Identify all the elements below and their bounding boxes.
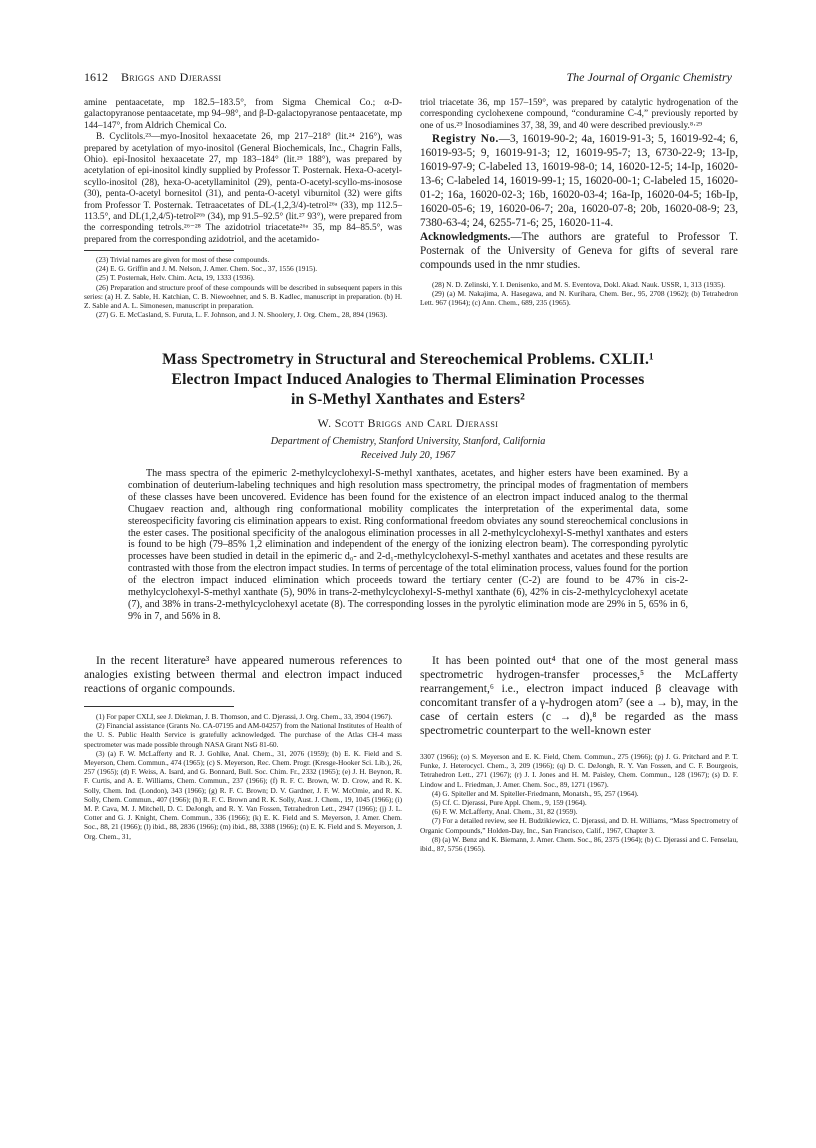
- top-right-column: [420, 98, 738, 308]
- footnote: (2) Financial assistance (Grants No. CA-07195 and AM-04257) from the National Institutes of Health of the U. S. Public Health Service is gratefully acknowledged. The purchase of the Atlas CH-4 mass spectrometer was made possible through NASA Grant NsG 81-60.: [84, 721, 402, 749]
- footnote: (3) (a) F. W. McLafferty and R. J. Gohlke, Anal. Chem., 31, 2076 (1959); (b) E. K. Field and S. Meyerson, Chem. Commun., 474 (1965); (c) S. Meyerson, Rec. Chem. Progr. (Kresge-Hooker Sci. Lib.), 26, 257 (1965); (d) F. Weiss, A. Isard, and G. Bonnard, Bull. Soc. Chim. Fr., 2332 (1965); (e) J. H. Beynon, R. F. Curtis, and A. E. Williams, Chem. Commun., 237 (1966); (f) R. F. C. Brown, W. D. Crow, and R. K. Solly, Chem. Ind. (London), 343 (1966); (g) R. F. C. Brown; D. V. Gardner, J. F. W. McOmie, and R. K. Solly, Chem. Commun., 407 (1966); (h) R. F. C. Brown and R. K. Solly, Aust. J. Chem., 19, 1045 (1966); (i) M. P. Cava, M. J. Mitchell, D. C. DeJongh, and R. Y. Van Fossen, Tetrahedron Lett., 2947 (1966); (j) J. L. Cotter and G. J. Knight, Chem. Commun., 336 (1966); (k) E. K. Field and S. Meyerson, J. Amer. Chem. Soc., 88, 21 (1966); (l) ibid., 88, 2836 (1966); (m) ibid., 88, 3388 (1966); (n) E. K. Field and S. Meyerson, J. Org. Chem., 31,: [84, 748, 402, 841]
- article-authors: W. Scott Briggs and Carl Djerassi: [317, 416, 499, 430]
- footnote: (6) F. W. McLafferty, Anal. Chem., 31, 82 (1959).: [432, 807, 578, 817]
- experimental-paragraph-continued: triol triacetate 36, mp 157–159°, was prepared by catalytic hydrogenation of the corresponding cyclohexene compound, “conduramine C-4,” previously reported by one of us.²⁹ Inosodiamines 37, 38, 39, and 40 were described previously.⁸·²⁹: [420, 98, 738, 131]
- footnote: (26) Preparation and structure proof of these compounds will be described in subsequent papers in this series: (a) H. Z. Sable, H. Katchian, C. B. Niewoehner, and S. B. Kadlec, manuscript in preparation. (b) H. Z. Sable and A. L. Simonesen, manuscript in preparation.: [84, 282, 402, 310]
- footnote: (29) (a) M. Nakajima, A. Hasegawa, and N. Kurihara, Chem. Ber., 95, 2708 (1962); (b) Tetrahedron Lett. 967 (1964); (c) Ann. Chem., 689, 235 (1965).: [420, 289, 738, 308]
- experimental-paragraph: amine pentaacetate, mp 182.5–183.5°, from Sigma Chemical Co.; α-D-galactopyranose pentaacetate, mp 94–98°, and β-D-galactopyranose pentaacetate, mp 144–147°, from Aldrich Chemical Co.: [84, 98, 402, 131]
- footnotes-top-left: [84, 255, 402, 319]
- registry-label: Registry No.: [432, 133, 499, 146]
- mclafferty-paragraph: It has been pointed out⁴ that one of the most general mass spectrometric hydrogen-transfer processes,⁵ the McLafferty rearrangement,⁶ i.e., electron impact induced β cleavage with concomitant transfer of a γ-hydrogen atom⁷ (see a → b), may, in the case of certain esters (c → d),⁸ be regarded as the mass spectrometric counterpart to the well-known ester: [420, 654, 738, 737]
- footnote: (28) N. D. Zelinski, Y. I. Denisenko, and M. S. Eventova, Dokl. Akad. Nauk. USSR, 1, 313 (1935).: [432, 280, 726, 290]
- bottom-right-column: [420, 654, 738, 853]
- registry-text: —3, 16019-90-2; 4a, 16019-91-3; 5, 16019-92-4; 6, 16019-93-5; 9, 16019-91-3; 12, 16019-95-7; 13, 6730-22-9; 13-Ip, 16019-97-9; C-labeled 13, 16019-98-0; 14, 16020-12-5; 14-Ip, 16020-13-6; C-labeled 14, 16019-99-1; 15, 16020-00-1; C-labeled 15, 16020-01-2; 16a, 16020-02-3; 16b, 16020-03-4; 16a-Ip, 16020-04-5; 16b-Ip, 16020-05-6; 19, 16020-06-7; 20a, 16020-07-8; 20b, 16020-08-9; 23, 7380-63-4; 24, 6255-71-6; 25, 16020-11-4.: [420, 133, 738, 230]
- footnote: (24) E. G. Griffin and J. M. Nelson, J. Amer. Chem. Soc., 37, 1556 (1915).: [96, 264, 318, 274]
- acknowledgments-label: Acknowledgments.: [420, 231, 511, 244]
- abstract-text: The mass spectra of the epimeric 2-methylcyclohexyl-S-methyl xanthates, acetates, and higher esters have been examined. By a combination of deuterium-labeling techniques and high resolution mass spectrometry, the principal modes of fragmentation of members of these classes have been uncovered. Evidence has been found for the existence of an electron impact induced analog to the thermal Chugaev reaction and, although ring conformational mobility complicates the interpretation of the experimental data, some stereospecificity favoring cis elimination appears to exist. Ring conformational freedom obviates any sound stereochemical conclusions in the ester cases. The positional specificity of the analogous elimination processes in all 2-methylcyclohexyl-S-methyl xanthates and esters is found to be high (79–85% 1,2 elimination and independent of the energy of the ionizing electron beam). The corresponding pyrolytic processes have been studied in detail in the epimeric d₀- and 2-d₁-methylcyclohexyl-S-methyl xanthates and acetates and these results are contrasted with those from the electron impact studies. In terms of percentage of the total elimination process, values found for the portion of the electron impact induced elimination which proceeds toward the tertiary center (C-2) are found to be 47% in cis-2-methylcyclohexyl-S-methyl xanthate (5), 90% in trans-2-methylcyclohexyl-S-methyl xanthate (6), 42% in cis-2-methylcyclohexyl acetate (7), and 38% in trans-2-methylcyclohexyl acetate (8). The corresponding losses in the pyrolytic elimination mode are 29% in 5, 65% in 6, 9% in 7, and 56% in 8.: [128, 468, 688, 622]
- running-head-authors: Briggs and Djerassi: [121, 70, 222, 84]
- bottom-left-column: [84, 654, 402, 841]
- author-affiliation: Department of Chemistry, Stanford University, Stanford, California: [270, 436, 546, 447]
- abstract: [128, 468, 688, 623]
- footnote: (8) (a) W. Benz and K. Biemann, J. Amer. Chem. Soc., 86, 2375 (1964); (b) C. Djerassi and C. Fenselau, ibid., 87, 5756 (1965).: [420, 834, 738, 854]
- registry-numbers: [420, 132, 738, 230]
- footnote: (7) For a detailed review, see H. Budzikiewicz, C. Djerassi, and D. H. Williams, “Mass Spectrometry of Organic Compounds,” Holden-Day, Inc., San Francisco, Calif., 1967, Chapter 3.: [420, 816, 738, 835]
- acknowledgments-text: —The authors are grateful to Professor T. Posternak of the University of Geneva for gifts of several rare compounds used in the nmr studies.: [420, 231, 738, 272]
- received-date: Received July 20, 1967: [360, 450, 456, 461]
- article-header: [84, 350, 732, 461]
- page-number: 1612: [84, 70, 108, 84]
- intro-paragraph: In the recent literature³ have appeared numerous references to analogies existing between thermal and electron impact induced reactions of organic compounds.: [84, 654, 402, 695]
- running-head: [84, 70, 732, 86]
- footnote-divider: [84, 250, 234, 251]
- footnote: (1) For paper CXLI, see J. Diekman, J. B. Thomson, and C. Djerassi, J. Org. Chem., 33, 3904 (1967).: [96, 712, 393, 721]
- running-head-left: [84, 70, 221, 85]
- top-left-column: [84, 98, 402, 319]
- acknowledgments: [420, 230, 738, 272]
- footnote: (23) Trivial names are given for most of these compounds.: [96, 255, 270, 265]
- cyclitols-paragraph: B. Cyclitols.²³—myo-Inositol hexaacetate 26, mp 217–218° (lit.²⁴ 216°), was prepared by acetylation of myo-inositol (General Biochemicals, Inc., Chagrin Falls, Ohio). epi-Inositol hexaacetate 27, mp 183–184° (lit.²⁵ 188°), was prepared by acetylation of epi-inositol kindly supplied by Professor T. Posternak. Hexa-O-acetyl-scyllo-inositol (28), hexa-O-acetyllaminitol (29), penta-O-acetyl-scyllo-ms-inosose (30), penta-O-acetyl bornesitol (31), and penta-O-acetyl viburnitol (32) were gifts from Professor T. Posternak. Tetraacetates of DL-(1,2,3/4)-tetrol²⁶ᵃ (33), mp 112.5–113.5°, and DL(1,2,4/5)-tetrol²⁶ᵇ (34), mp 91.5–92.5° (lit.²⁷ 93°), were prepared from the corresponding tetrols.²⁶⁻²⁸ The azidotriol triacetate²⁶ᵃ 35, mp 84–85.5°, was prepared from the corresponding azidotriol, and the acetamido-: [84, 132, 402, 245]
- journal-name: The Journal of Organic Chemistry: [566, 70, 732, 84]
- footnotes-top-right: [420, 280, 738, 307]
- footnote: (25) T. Posternak, Helv. Chim. Acta, 19, 1333 (1936).: [96, 273, 255, 283]
- footnote-divider: [84, 706, 234, 707]
- article-title-line-1: Mass Spectrometry in Structural and Stereochemical Problems. CXLII.¹: [162, 351, 654, 368]
- footnotes-bottom-right: [420, 752, 738, 853]
- footnote: (27) G. E. McCasland, S. Furuta, L. F. Johnson, and J. N. Shoolery, J. Org. Chem., 28, 894 (1963).: [96, 309, 388, 319]
- footnote: (4) G. Spiteller and M. Spiteller-Friedmann, Monatsh., 95, 257 (1964).: [432, 788, 639, 798]
- footnote: 3307 (1966); (o) S. Meyerson and E. K. Field, Chem. Commun., 275 (1966); (p) J. G. Pritchard and P. T. Funke, J. Heterocycl. Chem., 3, 209 (1966); (q) D. C. DeJongh, R. Y. Van Fossen, and C. F. Bourgeois, Tetrahedron Lett., 271 (1967); (r) J. I. Jones and H. M. Paisley, Chem. Commun., 128 (1967); (s) D. F. Lindow and L. Friedman, J. Amer. Chem. Soc., 89, 1271 (1967).: [420, 752, 738, 789]
- article-title-line-3: in S-Methyl Xanthates and Esters²: [290, 391, 525, 408]
- footnotes-bottom-left: [84, 712, 402, 841]
- footnote: (5) Cf. C. Djerassi, Pure Appl. Chem., 9, 159 (1964).: [432, 798, 587, 808]
- article-title-line-2: Electron Impact Induced Analogies to Thermal Elimination Processes: [171, 371, 645, 388]
